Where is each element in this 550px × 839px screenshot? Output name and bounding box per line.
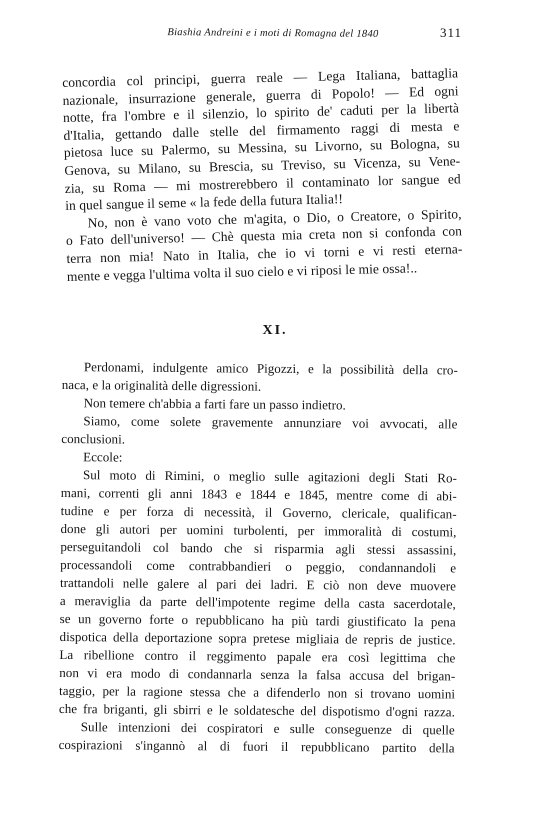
text-line: nazionale, insurrazione generale, guerra di Popolo! — Ed ogni <box>62 82 459 108</box>
section-heading: XI. <box>262 323 288 338</box>
text-line: Eccole: <box>83 449 123 465</box>
text-line: cospirazioni s'ingannò al di fuori il repubblicano partito della <box>58 736 455 756</box>
text-line: o Fato dell'universo! — Chè questa mia creta non si confonda con <box>65 223 463 249</box>
text-line: processandoli come contrabbandieri o peggio, condannandoli e <box>60 556 457 576</box>
text-line: Sul moto di Rimini, o meglio sulle agitazioni degli Stati Ro- <box>82 467 458 486</box>
text-line: d'Italia, gettando dalle stelle del firmamento raggi di mesta e <box>63 118 460 143</box>
text-line: done gli autori per uomini turbolenti, per immoralità di costumi, <box>60 520 457 540</box>
text-line: tudine e per forza di necessità, il Governo, clericale, qualifican- <box>60 502 457 522</box>
text-line: se un governo forte o repubblicano ha più tardi giustificato la pena <box>59 610 456 630</box>
body-text-block <box>59 358 458 757</box>
text-line: zia, su Roma — mi mostrerebbero il contaminato lor sangue ed <box>64 170 461 196</box>
text-line: a meraviglia da parte dell'impotente regime della casta sacerdotale, <box>59 592 456 612</box>
text-line: mani, correnti gli anni 1843 e 1844 e 1845, mentre come di abi- <box>60 484 457 504</box>
page-number: 311 <box>439 25 462 40</box>
running-header: Biashia Andreini e i moti di Romagna del 1840 <box>167 27 379 40</box>
text-line: La ribellione contro il reggimento papale era così legittima che <box>59 646 456 666</box>
text-line: trattandoli nelle galere al pari dei ladri. E ciò non deve muovere <box>59 574 457 594</box>
text-line: in quel sangue il seme « la fede della futura Italia!! <box>65 191 344 214</box>
text-line: Siamo, come solete gravemente annunziare voi avvocati, alle <box>83 413 458 432</box>
text-line: Sulle intenzioni dei cospiratori e sulle conseguenze di quelle <box>80 719 455 738</box>
text-line: naca, e la originalità delle digressioni. <box>61 376 262 394</box>
text-line: Perdonami, indulgente amico Pigozzi, e la possibilità della cro- <box>83 359 458 378</box>
text-line: Non temere ch'abbia a farti fare un passo indietro. <box>83 395 346 413</box>
text-line: taggio, per la ragione stessa che a difenderlo non si trovano uomini <box>59 682 456 702</box>
text-line: dispotica della deportazione sopra pretese migliaia de repris de justice. <box>59 628 456 648</box>
text-line: non vi era modo di condannarla senza la falsa accusa del brigan- <box>59 664 456 684</box>
text-line: notte, fra l'ombre e il silenzio, lo spirito de' caduti per la libertà <box>62 100 460 126</box>
text-line: No, non è vano voto che m'agita, o Dio, o Creatore, o Spirito, <box>87 206 462 231</box>
text-line: conclusioni. <box>61 430 126 447</box>
text-line: concordia col principi, guerra reale — Lega Italiana, battaglia <box>62 65 459 90</box>
text-line: terra non mia! Nato in Italia, che io vi torni e vi resti eterna- <box>66 241 463 266</box>
text-line: mente e vegga l'ultima volta il suo cielo e vi riposi le mie ossa!.. <box>66 259 418 284</box>
top-text-block <box>62 64 463 285</box>
text-line: pietosa luce su Palermo, su Messina, su Livorno, su Bologna, su <box>63 135 460 161</box>
text-line: Genova, su Milano, su Brescia, su Treviso, su Vicenza, su Vene- <box>64 153 461 178</box>
text-line: che fra briganti, gli sbirri e le soldatesche del dispotismo d'ogni razza. <box>58 700 455 720</box>
text-line: perseguitandoli col bando che si risparmia agli stessi assassini, <box>60 538 457 558</box>
